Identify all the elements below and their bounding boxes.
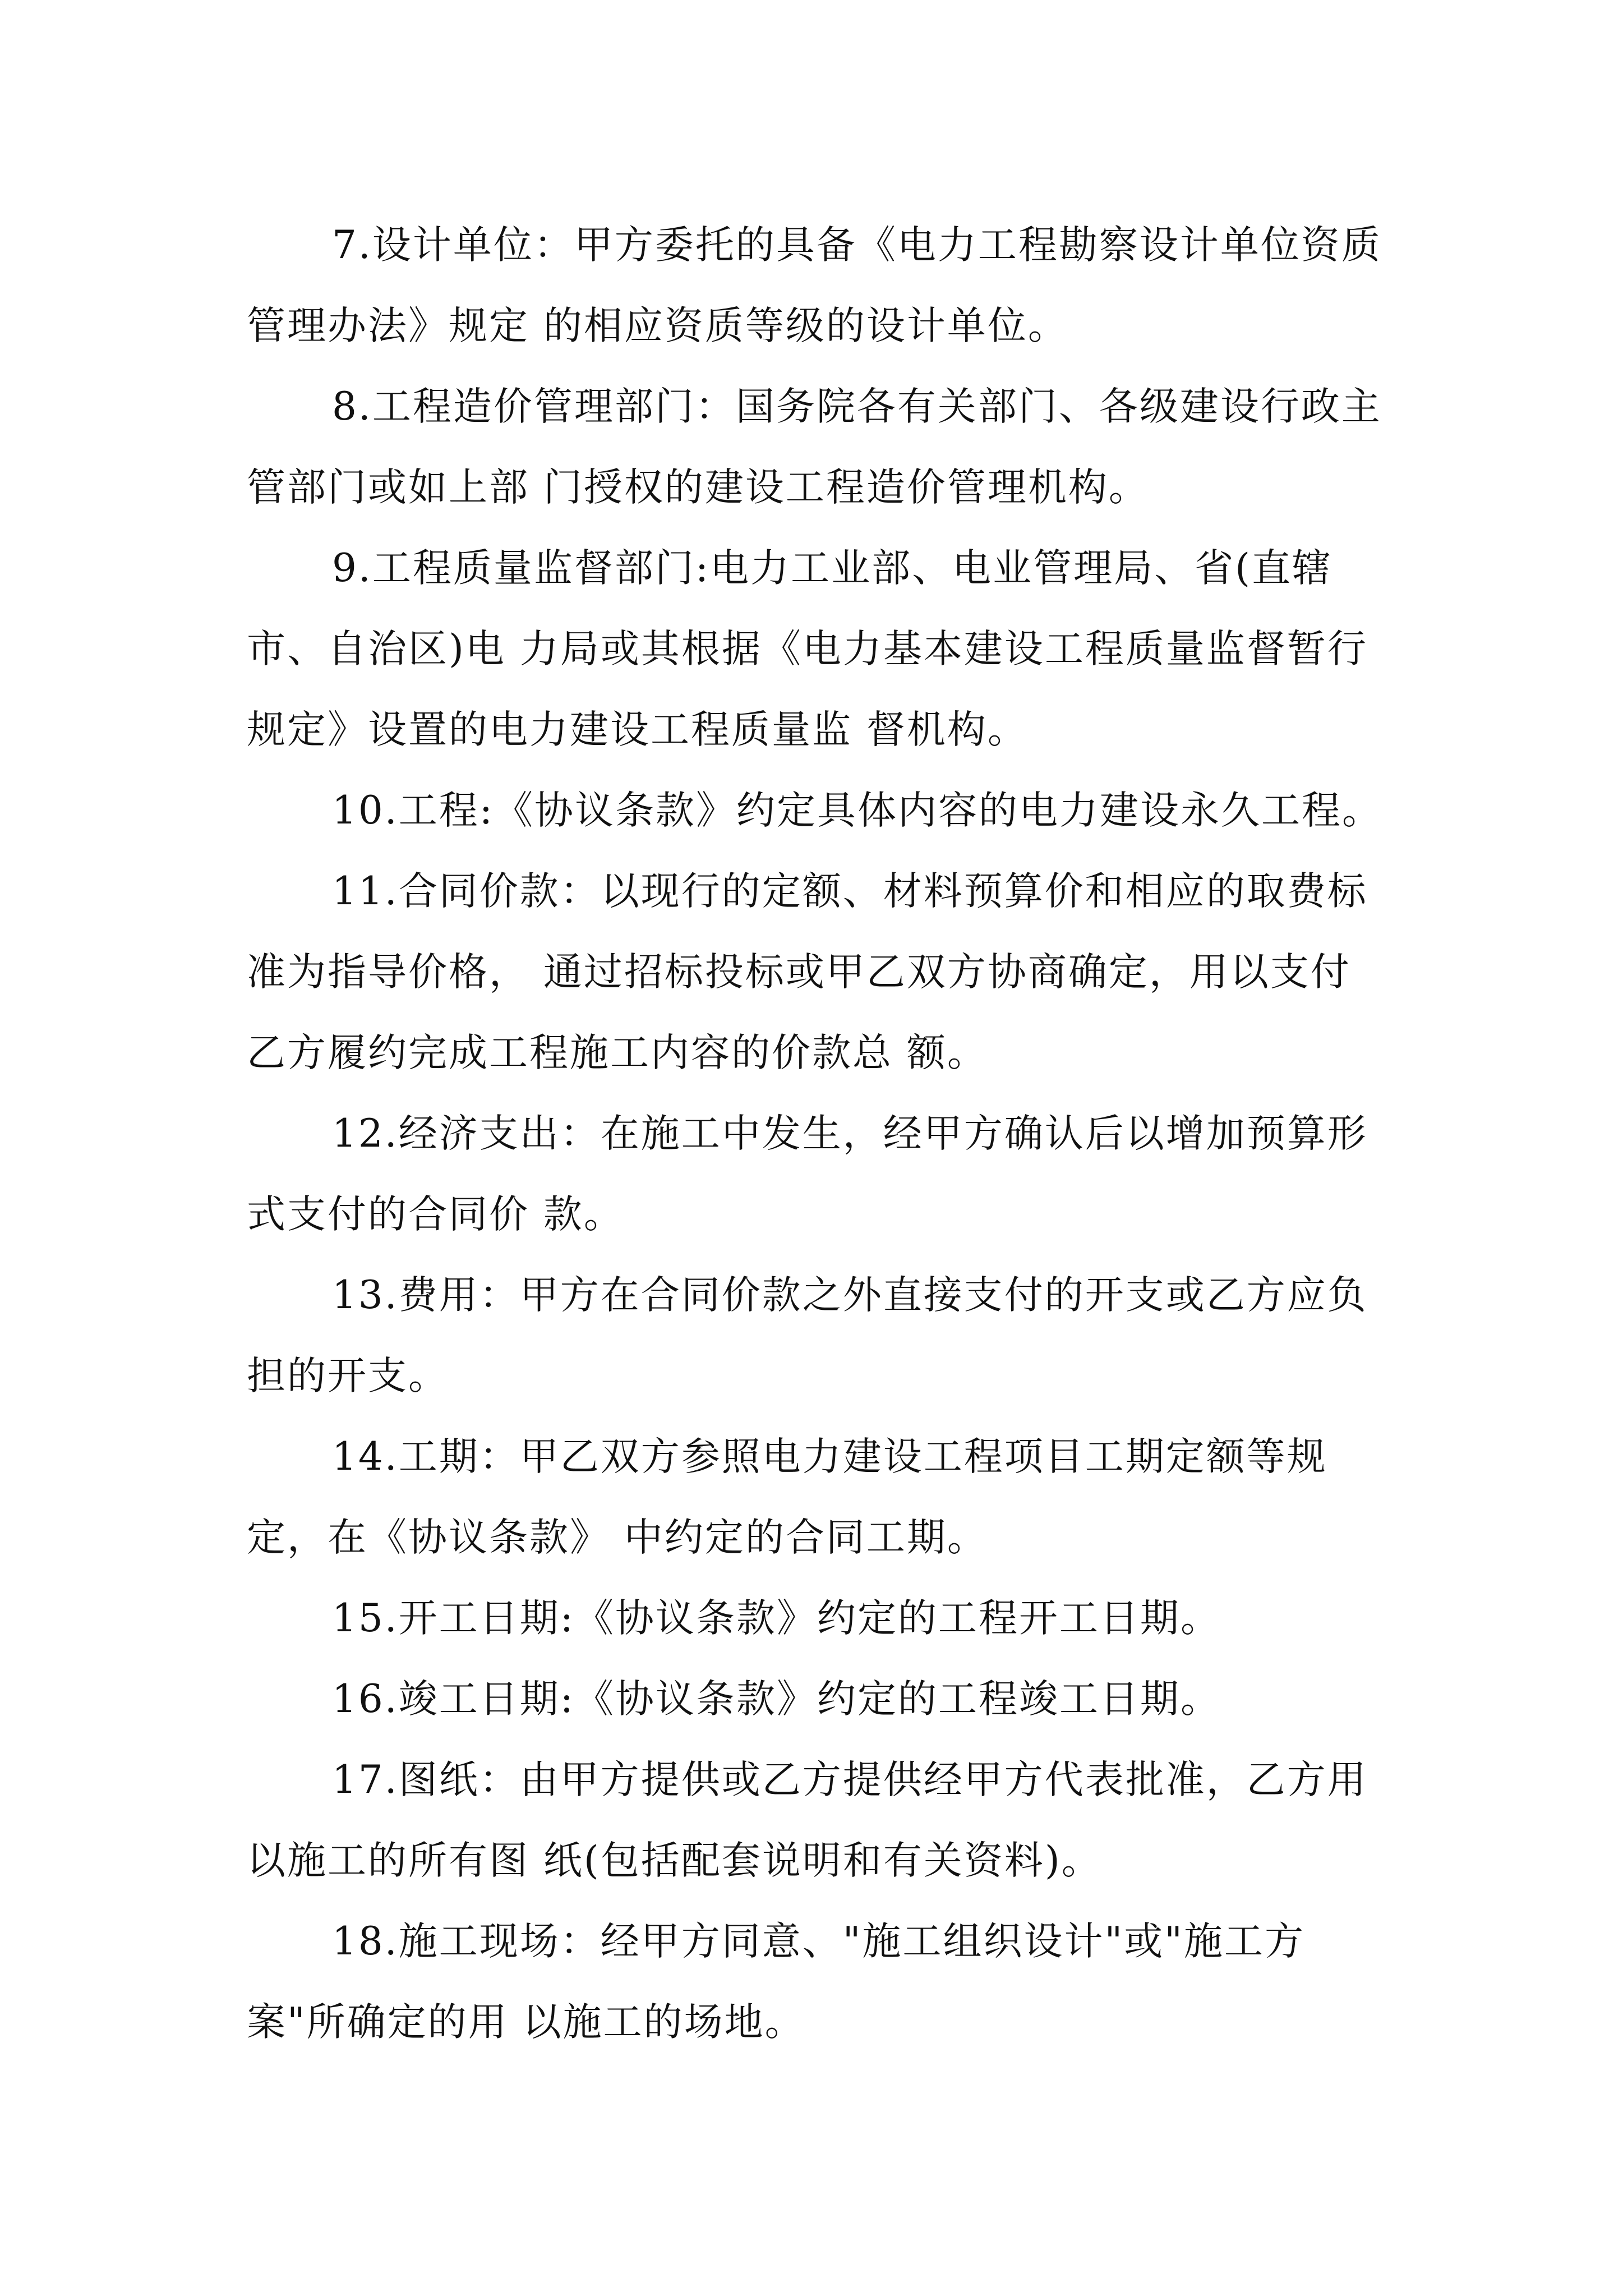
clause-paragraph: 10.工程:《协议条款》约定具体内容的电力建设永久工程。 — [332, 788, 1382, 833]
clause-paragraph: 12.经济支出：在施工中发生，经甲方确认后以增加预算形式支付的合同价 款。 — [247, 1111, 1368, 1237]
clause-paragraph: 14.工期：甲乙双方参照电力建设工程项目工期定额等规定，在《协议条款》 中约定的合同工期。 — [247, 1434, 1327, 1560]
clause-paragraph: 8.工程造价管理部门：国务院各有关部门、各级建设行政主管部门或如上部 门授权的建设工程造价管理机构。 — [247, 384, 1382, 510]
clause-paragraph: 7.设计单位：甲方委托的具备《电力工程勘察设计单位资质管理办法》规定 的相应资质等级的设计单位。 — [247, 223, 1382, 348]
clause-paragraph: 18.施工现场：经甲方同意、"施工组织设计"或"施工方案"所确定的用 以施工的场地。 — [247, 1919, 1305, 2045]
clause-paragraph: 16.竣工日期:《协议条款》约定的工程竣工日期。 — [332, 1677, 1221, 1722]
document-body — [247, 205, 1385, 2063]
clause-paragraph: 11.合同价款：以现行的定额、材料预算价和相应的取费标准为指导价格， 通过招标投标或甲乙双方协商确定，用以支付乙方履约完成工程施工内容的价款总 额。 — [247, 869, 1368, 1075]
clause-paragraph: 13.费用：甲方在合同价款之外直接支付的开支或乙方应负担的开支。 — [247, 1273, 1368, 1398]
clause-paragraph: 9.工程质量监督部门:电力工业部、电业管理局、省(直辖市、自治区)电 力局或其根据《电力基本建设工程质量监督暂行规定》设置的电力建设工程质量监 督机构。 — [247, 546, 1368, 752]
clause-paragraph: 17.图纸：由甲方提供或乙方提供经甲方代表批准，乙方用以施工的所有图 纸(包括配套说明和有关资料)。 — [247, 1757, 1368, 1883]
clause-paragraph: 15.开工日期:《协议条款》约定的工程开工日期。 — [332, 1596, 1221, 1641]
